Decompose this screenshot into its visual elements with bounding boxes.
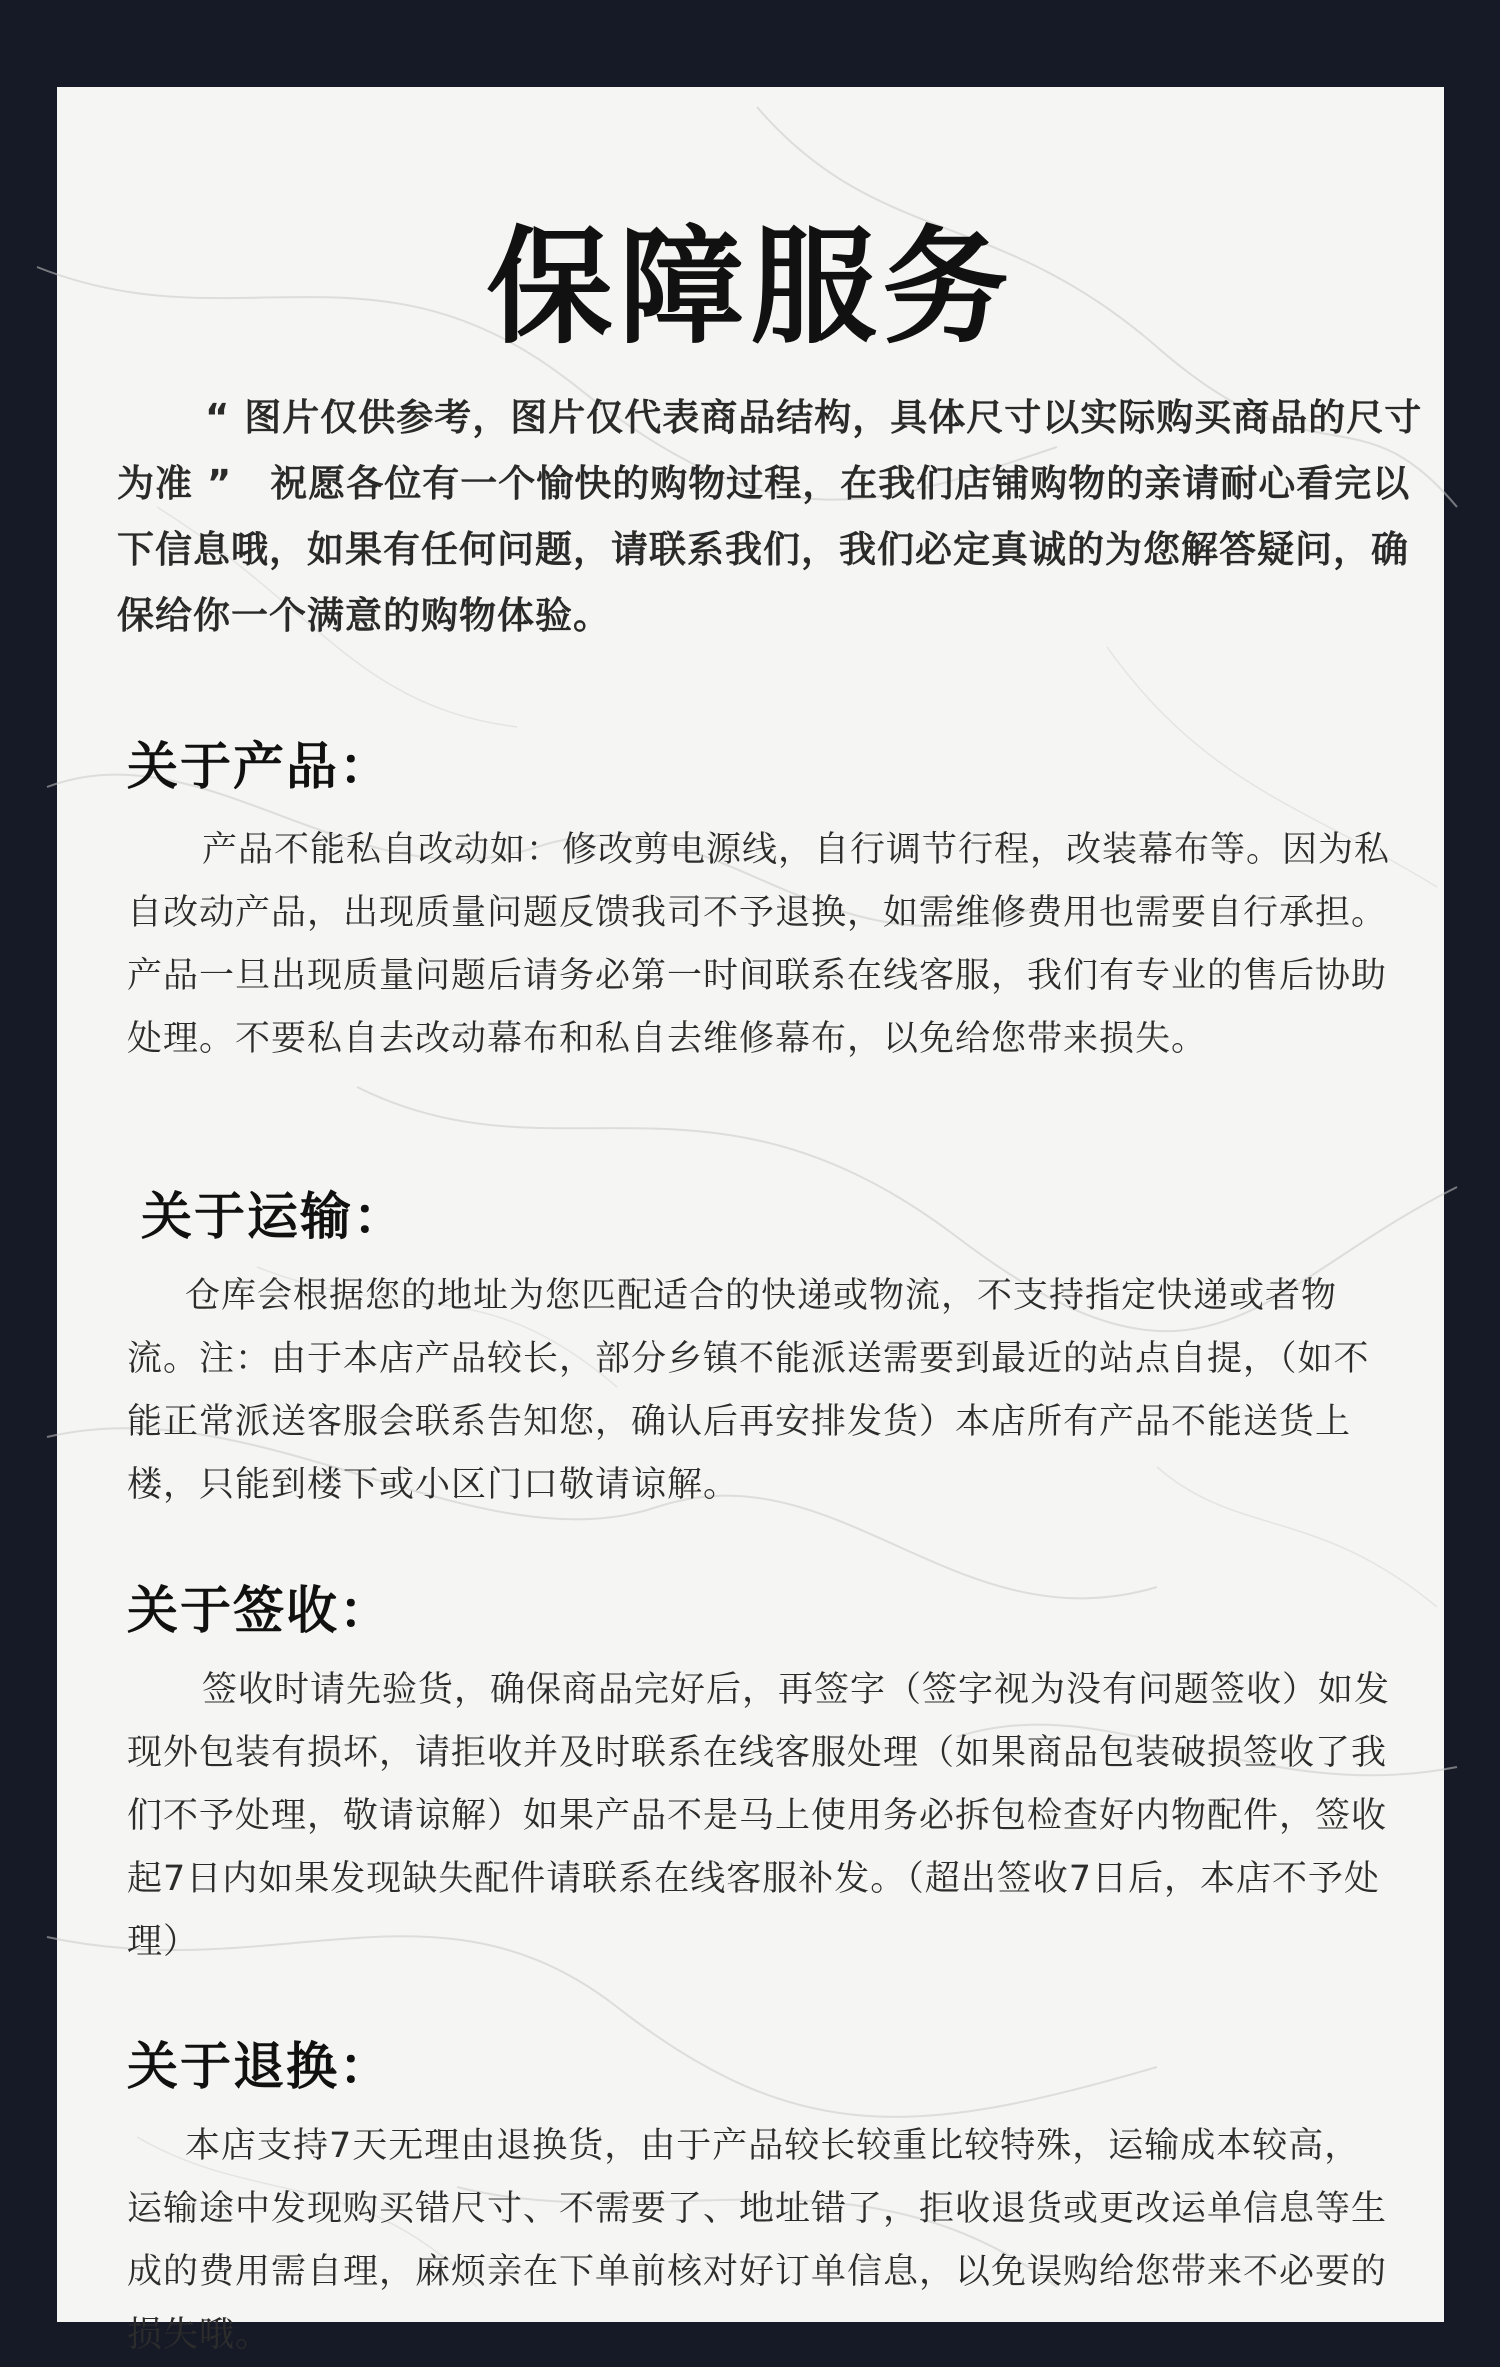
service-guarantee-card [57, 87, 1444, 2355]
returns-section-body: 本店支持7天无理由退换货，由于产品较长较重比较特殊，运输成本较高，运输途中发现购买错尺寸、不需要了、地址错了，拒收退货或更改运单信息等生成的费用需自理，麻烦亲在下单前核对好订单信息，以免误购给您带来不必要的损失哦。 [127, 2126, 1388, 2355]
shipping-section-title: 关于运输： [141, 1188, 407, 1247]
receipt-section-body: 签收时请先验货，确保商品完好后，再签字（签字视为没有问题签收）如发现外包装有损坏，请拒收并及时联系在线客服处理（如果商品包装破损签收了我们不予处理，敬请谅解）如果产品不是马上使用务必拆包检查好内物配件，签收起7日内如果发现缺失配件请联系在线客服补发。（超出签收7日后，本店不予处理） [127, 1670, 1391, 1962]
product-section-title: 关于产品： [127, 738, 393, 797]
page-title: 保障服务 [486, 214, 1015, 361]
receipt-section-title: 关于签收： [127, 1582, 393, 1641]
shipping-section-body: 仓库会根据您的地址为您匹配适合的快递或物流，不支持指定快递或者物流。注：由于本店产品较长，部分乡镇不能派送需要到最近的站点自提，（如不能正常派送客服会联系告知您，确认后再安排发货）本店所有产品不能送货上楼，只能到楼下或小区门口敬请谅解。 [127, 1276, 1370, 1505]
intro-paragraph: “ 图片仅供参考，图片仅代表商品结构，具体尺寸以实际购买商品的尺寸为准 ” 祝愿各位有一个愉快的购物过程，在我们店铺购物的亲请耐心看完以下信息哦，如果有任何问题，请联系我们，我们必定真诚的为您解答疑问，确保给你一个满意的购物体验。 [117, 396, 1423, 637]
returns-section-title: 关于退换： [127, 2038, 393, 2097]
product-section-body: 产品不能私自改动如：修改剪电源线，自行调节行程，改装幕布等。因为私自改动产品，出现质量问题反馈我司不予退换，如需维修费用也需要自行承担。产品一旦出现质量问题后请务必第一时间联系在线客服，我们有专业的售后协助处理。不要私自去改动幕布和私自去维修幕布，以免给您带来损失。 [127, 830, 1391, 1059]
